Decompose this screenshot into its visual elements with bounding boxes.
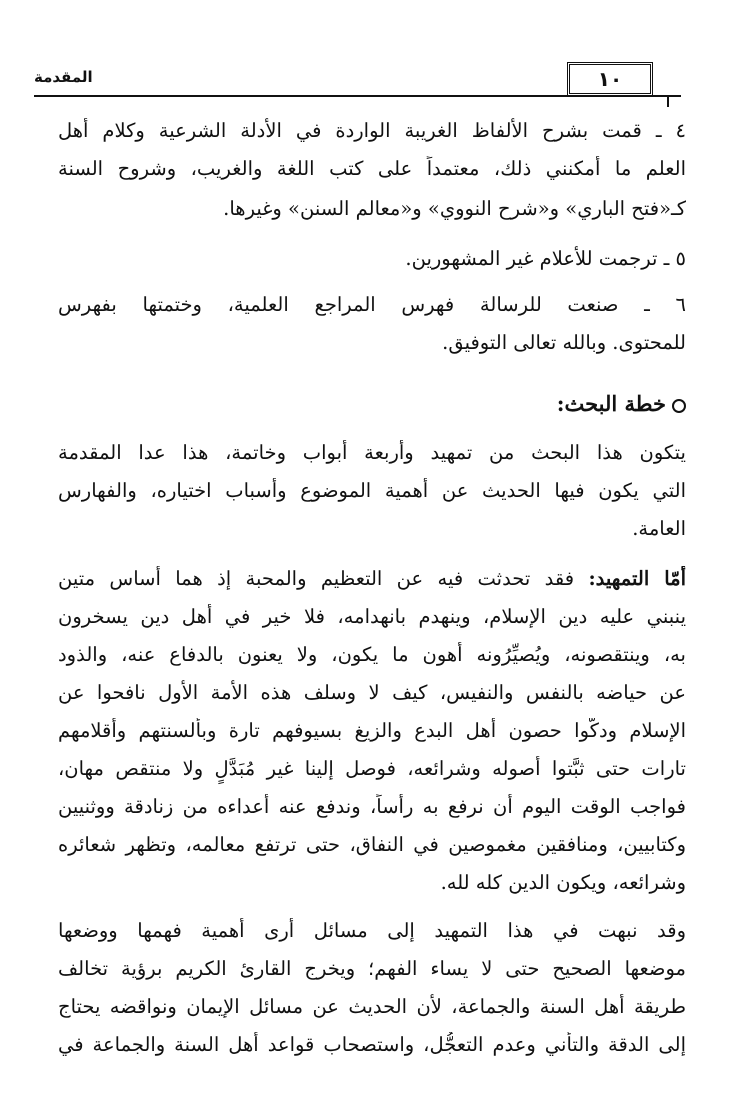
- header-tick: [667, 95, 669, 107]
- page-header: [34, 62, 681, 102]
- text-line: ٥ ـ ترجمت للأعلام غير المشهورين.: [405, 247, 686, 270]
- text-line: تارات حتى ثبَّتوا أصوله وشرائعه، فوصل إلينا غير مُبَدَّلٍ ولا منتقص مهان،: [58, 757, 686, 780]
- text-line: به، وينتقصونه، ويُصيِّرُونه أهون ما يكون، ولا يعنون بالدفاع عنه، والذود: [58, 643, 686, 666]
- text-line: كـ«فتح الباري» و«شرح النووي» و«معالم السنن» وغيرها.: [223, 197, 686, 220]
- text-line: إلى الدقة والتأني وعدم التعجُّل، واستصحاب قواعد أهل السنة والجماعة في: [58, 1033, 686, 1056]
- text-line: يتكون هذا البحث من تمهيد وأربعة أبواب وخاتمة، هذا عدا المقدمة: [58, 441, 686, 464]
- section-title: المقدمة: [34, 68, 93, 86]
- text-line: وكتابيين، ومنافقين مغموصين في النفاق، حتى ترتفع معالمه، وتظهر شعائره: [58, 833, 686, 856]
- text-line: موضعها الصحيح حتى لا يساء الفهم؛ ويخرج القارئ الكريم برؤية تخالف: [58, 957, 686, 980]
- text-line: ٤ ـ قمت بشرح الألفاظ الغريبة الواردة في الأدلة الشرعية وكلام أهل: [58, 119, 686, 142]
- tamhid-first-text: فقد تحدثت فيه عن التعظيم والمحبة إذ هما أساس متين: [58, 567, 575, 590]
- text-line: ٦ ـ صنعت للرسالة فهرس المراجع العلمية، وختمتها بفهرس: [58, 293, 686, 316]
- circle-bullet-icon: [672, 399, 686, 413]
- text-line: وشرائعه، ويكون الدين كله لله.: [440, 871, 686, 894]
- page-number: ١٠: [567, 62, 653, 96]
- text-line: طريقة أهل السنة والجماعة، لأن الحديث عن مسائل الإيمان ونواقضه يحتاج: [58, 995, 686, 1018]
- text-line: للمحتوى. وبالله تعالى التوفيق.: [442, 331, 686, 354]
- text-line: وقد نبهت في هذا التمهيد إلى مسائل أرى أهمية فهمها ووضعها: [58, 919, 686, 942]
- text-line: عن حياضه بالنفس والنفيس، كيف لا وسلف هذه الأمة الأول نافحوا عن: [58, 681, 686, 704]
- text-line: [58, 566, 686, 596]
- text-line: التي يكون فيها الحديث عن أهمية الموضوع وأسباب اختياره، والفهارس: [58, 479, 686, 502]
- heading-text: خطة البحث:: [556, 391, 666, 416]
- text-line: العامة.: [632, 517, 686, 540]
- tamhid-label: أمّا التمهيد:: [588, 567, 686, 590]
- section-heading: [58, 391, 686, 421]
- text-line: ينبني عليه دين الإسلام، وينهدم بانهدامه، فلا خير في أهل دين يسخرون: [58, 605, 686, 628]
- text-line: الإسلام ودكُّوا حصون أهل البدع والزيغ بسيوفهم تارة وبألسنتهم وأقلامهم: [58, 719, 686, 742]
- text-line: فواجب الوقت اليوم أن نرفع به رأساً، وندفع عنه أعداءه من زنادقة ووثنيين: [58, 795, 686, 818]
- text-line: العلم ما أمكنني ذلك، معتمداً على كتب اللغة والغريب، وشروح السنة: [58, 157, 686, 180]
